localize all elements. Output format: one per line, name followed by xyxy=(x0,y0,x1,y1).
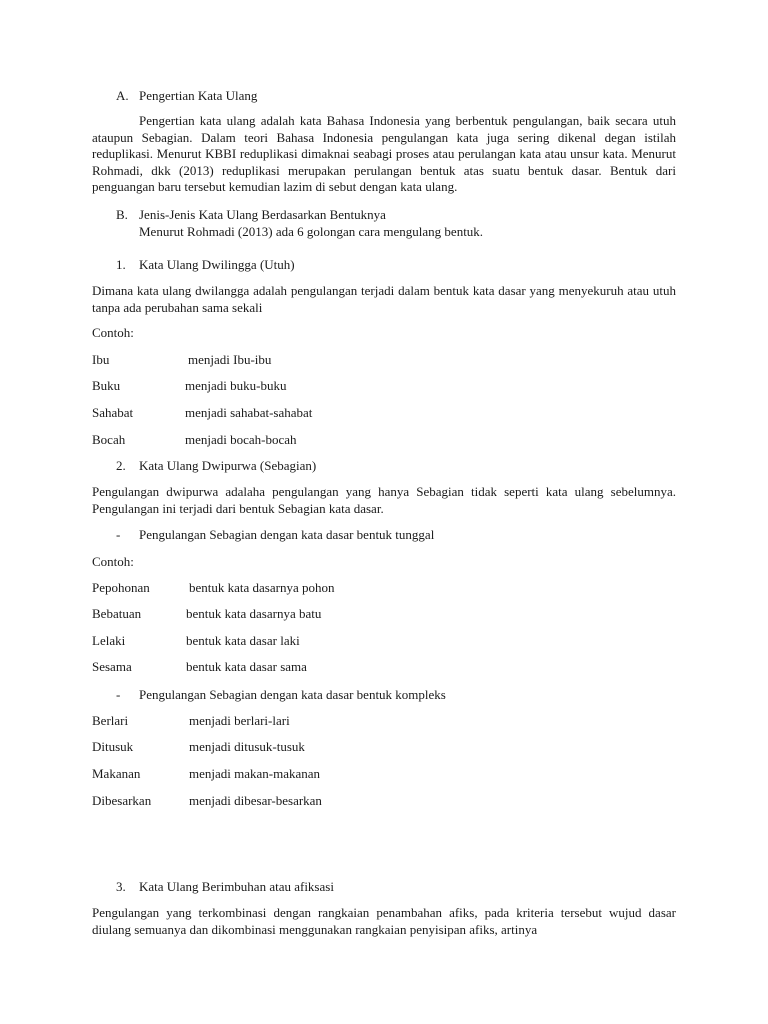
example-meaning: menjadi bocah-bocah xyxy=(185,432,297,447)
section-a-marker: A. xyxy=(116,88,129,103)
example-meaning: menjadi buku-buku xyxy=(185,378,287,393)
example-term: Sahabat xyxy=(92,405,134,420)
section-b-marker: B. xyxy=(116,207,128,222)
type-3-marker: 3. xyxy=(116,879,126,894)
example-meaning: bentuk kata dasarnya pohon xyxy=(189,580,335,595)
example-term: Lelaki xyxy=(92,633,126,648)
example-term: Berlari xyxy=(92,713,129,728)
example-term: Ditusuk xyxy=(92,739,134,754)
type-2-sub-2-marker: - xyxy=(116,687,121,702)
example-meaning: menjadi makan-makanan xyxy=(189,766,321,781)
type-2-sub-2-heading: Pengulangan Sebagian dengan kata dasar bentuk kompleks xyxy=(139,687,446,702)
example-term: Makanan xyxy=(92,766,141,781)
example-term: Dibesarkan xyxy=(92,793,152,808)
example-meaning: menjadi berlari-lari xyxy=(189,713,290,728)
example-term: Sesama xyxy=(92,659,132,674)
type-2-sub-1-marker: - xyxy=(116,527,121,542)
type-3-paragraph: Pengulangan yang terkombinasi dengan rangkaian penambahan afiks, pada kriteria tersebut wujud dasar diulang semuanya dan dikombinasi menggunakan rangkaian penyisipan afiks, artinya xyxy=(92,905,676,937)
section-a-paragraph: Pengertian kata ulang adalah kata Bahasa Indonesia yang berbentuk pengulangan, baik secara utuh ataupun Sebagian. Dalam teori Bahasa Indonesia pengulangan kata juga sering dikenal degan istilah reduplikasi. Menurut KBBI reduplikasi dimaknai seabagi proses atau perulangan kata atau unsur kata. Menurut Rohmadi, dkk (2013) reduplikasi merupakan perulangan bentuk atas suatu bentuk dasar. Bentuk dari penguangan baru tersebut kemudian lazim di sebut dengan kata ulang. xyxy=(92,113,676,194)
example-term: Bocah xyxy=(92,432,126,447)
example-meaning: bentuk kata dasarnya batu xyxy=(186,606,322,621)
type-1-heading: Kata Ulang Dwilingga (Utuh) xyxy=(139,257,295,272)
example-meaning: menjadi ditusuk-tusuk xyxy=(189,739,305,754)
type-2-sub-1-heading: Pengulangan Sebagian dengan kata dasar bentuk tunggal xyxy=(139,527,435,542)
section-b-intro: Menurut Rohmadi (2013) ada 6 golongan cara mengulang bentuk. xyxy=(139,224,484,239)
type-2-paragraph: Pengulangan dwipurwa adalaha pengulangan yang hanya Sebagian tidak seperti kata ulang sebelumnya. Pengulangan ini terjadi dari bentuk Sebagian kata dasar. xyxy=(92,484,676,516)
example-term: Buku xyxy=(92,378,121,393)
example-meaning: menjadi sahabat-sahabat xyxy=(185,405,313,420)
section-a-heading: Pengertian Kata Ulang xyxy=(139,88,258,103)
example-meaning: bentuk kata dasar laki xyxy=(186,633,300,648)
type-1-paragraph: Dimana kata ulang dwilangga adalah pengulangan terjadi dalam bentuk kata dasar yang menyekuruh atau utuh tanpa ada perubahan sama sekali xyxy=(92,283,676,315)
example-term: Pepohonan xyxy=(92,580,150,595)
type-2-heading: Kata Ulang Dwipurwa (Sebagian) xyxy=(139,458,317,473)
type-1-contoh-label: Contoh: xyxy=(92,325,134,340)
type-1-marker: 1. xyxy=(116,257,126,272)
example-meaning: menjadi Ibu-ibu xyxy=(188,352,272,367)
type-3-heading: Kata Ulang Berimbuhan atau afiksasi xyxy=(139,879,334,894)
type-2-marker: 2. xyxy=(116,458,126,473)
type-2-contoh-label: Contoh: xyxy=(92,554,134,569)
section-b-heading: Jenis-Jenis Kata Ulang Berdasarkan Bentuknya xyxy=(139,207,386,222)
example-term: Ibu xyxy=(92,352,110,367)
example-meaning: menjadi dibesar-besarkan xyxy=(189,793,322,808)
example-term: Bebatuan xyxy=(92,606,142,621)
example-meaning: bentuk kata dasar sama xyxy=(186,659,307,674)
